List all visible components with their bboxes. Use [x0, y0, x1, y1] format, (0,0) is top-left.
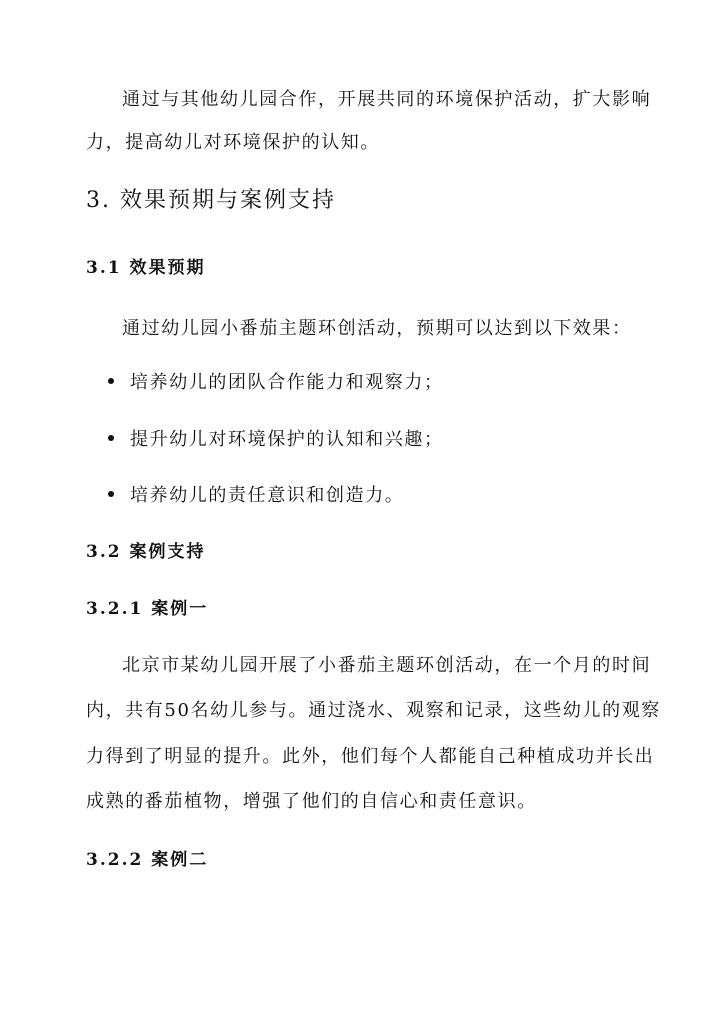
bullet-icon — [108, 491, 114, 497]
subsubsection-heading: 3.2.2 案例二 — [86, 850, 209, 870]
paragraph-line: 成熟的番茄植物，增强了他们的自信心和责任意识。 — [86, 791, 537, 812]
list-item — [108, 428, 668, 452]
subsection-heading: 3.2 案例支持 — [86, 542, 206, 562]
list-item-text: 培养幼儿的责任意识和创造力。 — [130, 485, 405, 506]
list-item-text: 提升幼儿对环境保护的认知和兴趣； — [130, 429, 444, 450]
subsubsection-heading: 3.2.1 案例一 — [86, 599, 209, 619]
paragraph-line: 通过与其他幼儿园合作，开展共同的环境保护活动，扩大影响 — [122, 89, 652, 110]
list-item-text: 培养幼儿的团队合作能力和观察力； — [130, 372, 444, 393]
subsection-heading: 3.1 效果预期 — [86, 258, 206, 278]
paragraph-line: 力，提高幼儿对环境保护的认知。 — [86, 132, 380, 153]
list-item — [108, 484, 668, 508]
paragraph-line: 内，共有50名幼儿参与。通过浇水、观察和记录，这些幼儿的观察 — [86, 700, 661, 721]
section-heading: 3. 效果预期与案例支持 — [86, 188, 336, 213]
paragraph-line: 北京市某幼儿园开展了小番茄主题环创活动，在一个月的时间 — [122, 655, 652, 676]
bullet-icon — [108, 378, 114, 384]
paragraph-line: 力得到了明显的提升。此外，他们每个人都能自己种植成功并长出 — [86, 746, 655, 767]
paragraph-line: 通过幼儿园小番茄主题环创活动，预期可以达到以下效果： — [122, 318, 632, 339]
list-item — [108, 371, 668, 395]
bullet-icon — [108, 435, 114, 441]
